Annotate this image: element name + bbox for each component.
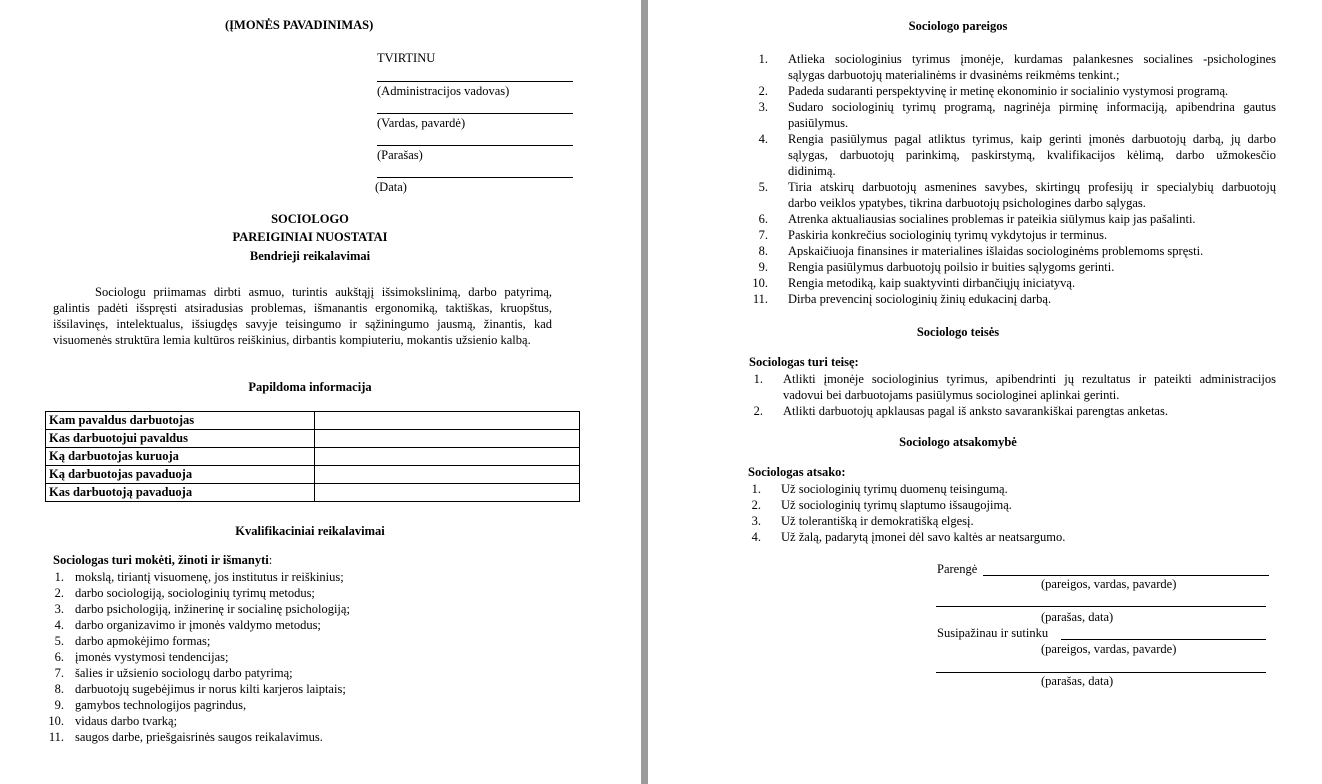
table-row: [46, 484, 580, 502]
list-number: 5.: [758, 180, 768, 194]
list-item: [750, 179, 1276, 211]
list-item: [47, 633, 567, 649]
list-number: 2.: [54, 586, 64, 600]
agreed-label: Susipažinau ir sutinku: [937, 626, 1049, 640]
table-row: [46, 430, 580, 448]
list-item-text: pasiūlymus.: [788, 116, 849, 130]
prepared-role-caption: (pareigos, vardas, pavarde): [1041, 577, 1177, 591]
list-item: [47, 665, 567, 681]
table-cell: Kam pavaldus darbuotojas: [46, 412, 315, 430]
signature-caption: (Parašas): [377, 148, 423, 162]
list-item-text: Sudaro sociologinių tyrimų programą, nagrinėja pirminę informaciją, apibendrina gautus: [788, 100, 1276, 114]
list-number: 9.: [54, 698, 64, 712]
list-item-text: Atlikti įmonėje sociologinius tyrimus, apibendrinti jų rezultatus ir pateikti administracijos: [783, 372, 1276, 386]
list-item: [750, 371, 1276, 403]
prepared-label: Parengė: [937, 562, 978, 576]
signature-line: [377, 113, 573, 114]
list-item-text: Rengia pasiūlymus darbuotojų poilsio ir buities sąlygoms gerinti.: [788, 260, 1115, 274]
list-item-text: darbo sociologiją, sociologinių tyrimų metodus;: [75, 586, 315, 600]
signature-line: [377, 145, 573, 146]
list-item: [748, 513, 1274, 529]
table-value-cell: [315, 466, 580, 484]
list-number: 4.: [751, 530, 761, 544]
rights-list: [750, 371, 1276, 419]
list-number: 5.: [54, 634, 64, 648]
table-cell: Ką darbuotojas kuruoja: [46, 448, 315, 466]
list-item-text: Atlikti darbuotojų apklausas pagal iš anksto savarankiškai parengtas anketas.: [783, 404, 1168, 418]
qualification-intro: Sociologas turi mokėti, žinoti ir išmanyti:: [53, 553, 273, 567]
list-item-text: Už sociologinių tyrimų duomenų teisingumą.: [781, 482, 1008, 496]
list-item-text: Paskiria konkrečius sociologinių tyrimų vykdytojus ir terminus.: [788, 228, 1108, 242]
list-item: [750, 211, 1276, 227]
list-item: [47, 617, 567, 633]
list-number: 7.: [758, 228, 768, 242]
list-item-text: Rengia pasiūlymus pagal atliktus tyrimus, kaip gerinti įmonės darbuotojų darbą, jų darbo: [788, 132, 1276, 146]
responsibility-heading: Sociologo atsakomybė: [899, 435, 1017, 449]
prepared-line: [983, 575, 1269, 576]
list-number: 2.: [758, 84, 768, 98]
list-item: [47, 697, 567, 713]
list-number: 10.: [752, 276, 768, 290]
list-item: [750, 131, 1276, 179]
document-page-left: [0, 0, 641, 784]
page-gutter: [641, 0, 648, 784]
list-item: [748, 497, 1274, 513]
table-value-cell: [315, 430, 580, 448]
qualification-heading: Kvalifikaciniai reikalavimai: [235, 524, 385, 538]
list-item-text: vadovui bei darbuotojams pasiūlymus sociologinei aplinkai gerinti.: [783, 388, 1120, 402]
list-item-text: Atrenka aktualiausias socialines problemas ir pateikia siūlymus kaip jas pašalinti.: [788, 212, 1196, 226]
list-item-text: Už tolerantišką ir demokratišką elgesį.: [781, 514, 974, 528]
list-number: 4.: [758, 132, 768, 146]
list-item-text: darbo apmokėjimo formas;: [75, 634, 211, 648]
list-number: 2.: [753, 404, 763, 418]
list-number: 1.: [758, 52, 768, 66]
list-number: 8.: [54, 682, 64, 696]
table-cell: Kas darbuotojui pavaldus: [46, 430, 315, 448]
table-value-cell: [315, 484, 580, 502]
list-number: 3.: [758, 100, 768, 114]
approve-label: TVIRTINU: [377, 51, 436, 65]
list-number: 1.: [753, 372, 763, 386]
signature-line: [377, 177, 573, 178]
list-item-text: įmonės vystymosi tendencijas;: [75, 650, 229, 664]
list-number: 1.: [751, 482, 761, 496]
list-item-text: didinimą.: [788, 164, 836, 178]
list-item: [748, 481, 1274, 497]
list-item-text: Rengia metodiką, kaip suaktyvinti dirbančiųjų iniciatyvą.: [788, 276, 1076, 290]
table-cell: Ką darbuotojas pavaduoja: [46, 466, 315, 484]
admin-head-caption: (Administracijos vadovas): [377, 84, 510, 98]
list-number: 10.: [48, 714, 64, 728]
name-caption: (Vardas, pavardė): [377, 116, 466, 130]
list-item: [748, 529, 1274, 545]
agreed-sig-caption: (parašas, data): [1041, 674, 1114, 688]
list-item-text: Už sociologinių tyrimų slaptumo išsaugojimą.: [781, 498, 1012, 512]
list-item: [47, 585, 567, 601]
doc-subtitle: PAREIGINIAI NUOSTATAI: [232, 230, 388, 244]
table-value-cell: [315, 412, 580, 430]
extra-info-heading: Papildoma informacija: [248, 380, 372, 394]
list-item-text: šalies ir užsienio sociologų darbo patyrimą;: [75, 666, 293, 680]
signature-line: [936, 606, 1266, 607]
list-item: [47, 729, 567, 745]
list-number: 1.: [54, 570, 64, 584]
list-number: 8.: [758, 244, 768, 258]
list-item: [750, 275, 1276, 291]
list-item-text: Tiria atskirų darbuotojų asmenines savybes, skirtingų profesijų ir specialybių darbuotojų: [788, 180, 1276, 194]
list-item-text: mokslą, tiriantį visuomenę, jos institutus ir reiškinius;: [75, 570, 344, 584]
list-item-text: darbo organizavimo ir įmonės valdymo metodus;: [75, 618, 321, 632]
list-item: [47, 681, 567, 697]
extra-info-table: [45, 411, 580, 502]
list-item: [750, 51, 1276, 83]
agreed-role-caption: (pareigos, vardas, pavarde): [1041, 642, 1177, 656]
list-item: [47, 569, 567, 585]
qualification-list: [47, 569, 567, 745]
list-item: [750, 83, 1276, 99]
rights-heading: Sociologo teisės: [916, 325, 1000, 339]
general-heading: Bendrieji reikalavimai: [249, 249, 371, 263]
prepared-sig-caption: (parašas, data): [1041, 610, 1114, 624]
responsibility-list: [748, 481, 1274, 545]
list-item: [750, 291, 1276, 307]
list-item-text: Už žalą, padarytą įmonei dėl savo kaltės ar neatsargumo.: [781, 530, 1066, 544]
agreed-line: [1061, 639, 1266, 640]
list-number: 9.: [758, 260, 768, 274]
list-item-text: sąlygas darbuotojų materialinėms ir dvasinėms reikmėms tenkint.;: [788, 68, 1120, 82]
list-item: [47, 601, 567, 617]
list-number: 6.: [758, 212, 768, 226]
list-number: 7.: [54, 666, 64, 680]
list-item: [750, 403, 1276, 419]
list-item-text: saugos darbe, priešgaisrinės saugos reikalavimus.: [75, 730, 323, 744]
list-item: [750, 259, 1276, 275]
list-item-text: Padeda sudaranti perspektyvinę ir metinę ekonominio ir socialinio vystymosi programą.: [788, 84, 1229, 98]
signature-line: [936, 672, 1266, 673]
document-page-right: [648, 0, 1322, 784]
list-item-text: darbuotojų sugebėjimus ir norus kilti karjeros laiptais;: [75, 682, 346, 696]
table-row: [46, 466, 580, 484]
list-number: 4.: [54, 618, 64, 632]
rights-intro: Sociologas turi teisę:: [749, 355, 859, 369]
general-paragraph: Sociologu priimamas dirbti asmuo, turintis aukštąjį išsimokslinimą, darbo patyrimą, galintis padėti išspręsti atsiradusias problemas, išmanantis ergonomiką, taktiškas, kruopštus, išsilavinęs, intelektualus, išsiugdęs savyje teisingumo ir sąžiningumo jausmą, žinantis, kad visuomenės struktūra lemia kultūros reiškinius, dirbantis kompiuteriu, mokantis užsienio kalbą.: [53, 285, 552, 347]
table-value-cell: [315, 448, 580, 466]
list-item-text: darbo psichologiją, inžinerinę ir socialinę psichologiją;: [75, 602, 350, 616]
list-number: 3.: [751, 514, 761, 528]
table-cell: Kas darbuotoją pavaduoja: [46, 484, 315, 502]
list-item-text: Atlieka sociologinius tyrimus įmonėje, kurdamas palankesnes socialines -psichologines: [788, 52, 1276, 66]
list-item: [750, 243, 1276, 259]
list-item-text: Dirba prevencinį sociologinių žinių edukacinį darbą.: [788, 292, 1052, 306]
list-item: [750, 99, 1276, 131]
list-number: 6.: [54, 650, 64, 664]
duties-heading: Sociologo pareigos: [908, 19, 1008, 33]
list-item-text: vidaus darbo tvarką;: [75, 714, 178, 728]
list-number: 2.: [751, 498, 761, 512]
list-item: [47, 713, 567, 729]
list-item-text: darbo veiklos ypatybes, tikrina darbuotojų psichologines darbo sąlygas.: [788, 196, 1146, 210]
list-number: 3.: [54, 602, 64, 616]
table-row: [46, 448, 580, 466]
list-item: [47, 649, 567, 665]
list-number: 11.: [752, 292, 768, 306]
signature-line: [377, 81, 573, 82]
list-number: 11.: [48, 730, 64, 744]
list-item-text: sąlygas, darbuotojų parinkimą, paskirstymą, kvalifikacijos kėlimą, darbo užmokesčio: [788, 148, 1276, 162]
date-caption: (Data): [375, 180, 407, 194]
table-row: [46, 412, 580, 430]
duties-list: [750, 51, 1276, 307]
list-item-text: Apskaičiuoja finansines ir materialines išlaidas sociologinėms problemoms spręsti.: [788, 244, 1204, 258]
company-name: (ĮMONĖS PAVADINIMAS): [225, 18, 374, 32]
doc-title: SOCIOLOGO: [271, 212, 349, 226]
list-item-text: gamybos technologijos pagrindus,: [75, 698, 247, 712]
responsibility-intro: Sociologas atsako:: [748, 465, 846, 479]
list-item: [750, 227, 1276, 243]
